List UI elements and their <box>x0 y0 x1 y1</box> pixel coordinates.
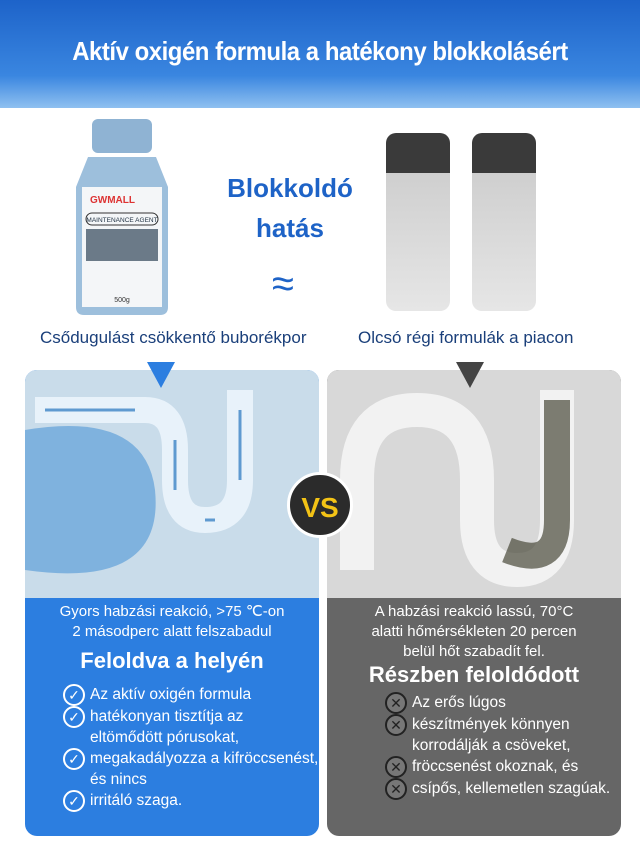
item-text: megakadályozza a kifröccsenést, és nincs <box>90 750 319 788</box>
caption-left: Csődugulást csökkentő buborékpor <box>40 328 307 347</box>
list-item <box>63 706 319 748</box>
list-item <box>385 692 621 714</box>
competitor-jar-1 <box>386 133 450 311</box>
left-heading: Feloldva a helyén <box>80 648 264 673</box>
x-icon: ✕ <box>385 714 407 736</box>
x-icon: ✕ <box>385 692 407 714</box>
right-heading: Részben feloldódott <box>368 662 580 687</box>
x-icon: ✕ <box>385 756 407 778</box>
check-icon: ✓ <box>63 790 85 812</box>
down-arrow-icon <box>147 362 175 388</box>
list-item <box>385 714 621 756</box>
label-line1: Blokkoldó <box>227 173 353 203</box>
product-bottle-image <box>74 117 170 317</box>
product-weight: 500g <box>114 297 130 304</box>
header-banner <box>0 0 640 108</box>
brand-label: GWMALL <box>90 195 135 206</box>
check-icon: ✓ <box>63 748 85 770</box>
item-text: hatékonyan tisztítja az eltömődött pórusokat, <box>90 708 244 746</box>
item-text: Az erős lúgos <box>412 694 506 711</box>
item-text: irritáló szaga. <box>90 792 183 809</box>
product-name: MAINTENANCE AGENT <box>86 217 158 224</box>
caption-right: Olcsó régi formulák a piacon <box>358 328 574 347</box>
item-text: fröccsenést okoznak, és <box>412 758 579 775</box>
list-item <box>385 756 621 778</box>
pipe-clogged-illustration <box>327 370 621 598</box>
check-icon: ✓ <box>63 706 85 728</box>
page-title: Aktív oxigén formula a hatékony blokkolásért <box>72 36 568 66</box>
pipe-clear-illustration <box>25 370 319 598</box>
list-item <box>63 684 319 706</box>
competitor-jar-2 <box>472 133 536 311</box>
item-text: Az aktív oxigén formula <box>90 686 252 703</box>
left-subtitle: Gyors habzási reakció, >75 ℃-on 2 másodperc alatt felszabadul <box>59 603 285 640</box>
list-item <box>385 778 621 800</box>
approx-icon: ≈ <box>272 262 294 306</box>
list-item <box>63 790 319 812</box>
right-subtitle: A habzási reakció lassú, 70°C alatti hőmérsékleten 20 percen belül hőt szabadít fel. <box>371 603 577 660</box>
item-text: készítmények könnyen korrodálják a csöveket, <box>412 716 571 754</box>
list-item <box>63 748 319 790</box>
x-icon: ✕ <box>385 778 407 800</box>
blocking-effect-label <box>205 168 375 248</box>
vs-badge: VS <box>287 472 353 538</box>
left-comparison-panel <box>25 370 319 836</box>
check-icon: ✓ <box>63 684 85 706</box>
down-arrow-icon <box>456 362 484 388</box>
item-text: csípős, kellemetlen szagúak. <box>412 780 611 797</box>
right-comparison-panel <box>327 370 621 836</box>
label-line2: hatás <box>256 213 324 243</box>
